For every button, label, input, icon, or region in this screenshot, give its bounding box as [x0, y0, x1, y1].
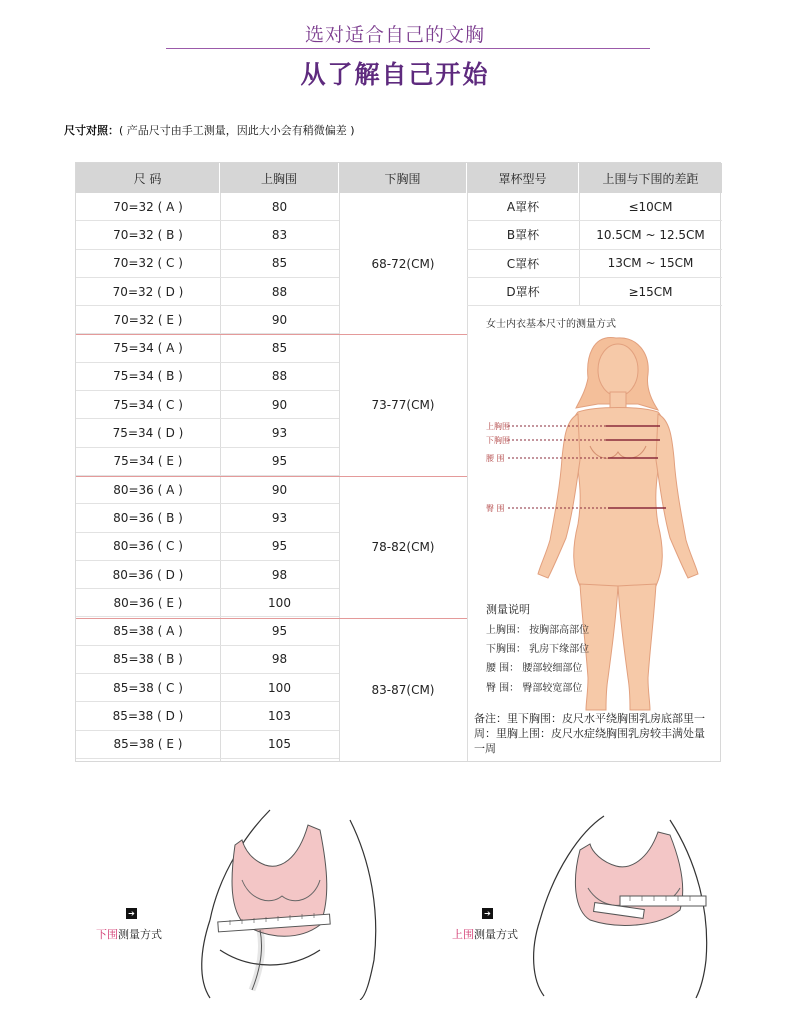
header-under-bust: 下胸围: [339, 163, 467, 193]
upper-bust-cell: 80: [220, 193, 339, 221]
size-cell: 75=34 ( C ): [76, 391, 220, 419]
page-subtitle: 选对适合自己的文胸: [304, 24, 485, 46]
upper-bust-cell: 105: [220, 731, 339, 759]
upper-bust-cell: 88: [220, 363, 339, 391]
header-size: 尺 码: [76, 163, 220, 193]
header-upper-bust: 上胸围: [220, 163, 339, 193]
header-difference: 上围与下围的差距: [579, 163, 722, 193]
under-bust-illustration: [190, 800, 390, 1000]
caption-text: 测量方式: [118, 928, 162, 941]
size-cell: 85=38 ( B ): [76, 646, 220, 674]
cup-diff-cell: 13CM ~ 15CM: [579, 250, 722, 278]
upper-bust-illustration: [520, 810, 720, 1000]
title-divider: [166, 48, 650, 49]
size-cell: 70=32 ( B ): [76, 221, 220, 249]
upper-bust-cell: 93: [220, 504, 339, 532]
upper-bust-cell: 98: [220, 561, 339, 589]
cup-diff-cell: 10.5CM ~ 12.5CM: [579, 221, 722, 249]
upper-bust-cell: 103: [220, 702, 339, 730]
upper-bust-cell: 83: [220, 221, 339, 249]
cup-type-cell: C罩杯: [467, 250, 579, 278]
size-cell: 80=36 ( D ): [76, 561, 220, 589]
under-bust-caption: [96, 926, 162, 942]
upper-bust-cell: 88: [220, 278, 339, 306]
header-cup-type: 罩杯型号: [467, 163, 579, 193]
legend-row: 下胸围： 乳房下缘部位: [486, 644, 590, 655]
size-cell: 75=34 ( E ): [76, 448, 220, 476]
size-cell: 75=34 ( B ): [76, 363, 220, 391]
legend-row: 腰 围： 腰部较细部位: [486, 663, 583, 674]
figure-label-hip: 臀 围: [486, 504, 505, 513]
size-note-text: ( 产品尺寸由手工测量，因此大小会有稍微偏差 ): [119, 124, 355, 137]
upper-bust-cell: 98: [220, 646, 339, 674]
figure-title: 女士内衣基本尺寸的测量方式: [486, 319, 616, 330]
size-cell: 85=38 ( E ): [76, 731, 220, 759]
upper-bust-cell: 90: [220, 476, 339, 504]
legend-row: 臀 围： 臀部较宽部位: [486, 683, 583, 694]
upper-bust-cell: 93: [220, 419, 339, 447]
body-figure: [468, 328, 722, 713]
size-note: [64, 122, 355, 138]
cup-type-cell: A罩杯: [467, 193, 579, 221]
arrow-icon: ➔: [482, 908, 493, 919]
figure-label-under-bust: 下胸围: [486, 436, 510, 445]
upper-bust-cell: 90: [220, 391, 339, 419]
size-cell: 85=38 ( A ): [76, 618, 220, 646]
upper-bust-cell: 90: [220, 306, 339, 334]
size-cell: 85=38 ( D ): [76, 702, 220, 730]
page-title: 从了解自己开始: [300, 60, 490, 89]
upper-bust-cell: 85: [220, 250, 339, 278]
size-cell: 85=38 ( C ): [76, 674, 220, 702]
cup-diff-cell: ≤10CM: [579, 193, 722, 221]
figure-label-upper-bust: 上胸围: [486, 422, 510, 431]
caption-highlight: 下围: [96, 928, 118, 941]
under-bust-group: 83-87(CM): [371, 682, 435, 697]
caption-highlight: 上围: [452, 928, 474, 941]
size-cell: 80=36 ( E ): [76, 589, 220, 617]
upper-bust-cell: 95: [220, 618, 339, 646]
under-bust-group: 68-72(CM): [371, 256, 435, 271]
upper-bust-cell: 95: [220, 448, 339, 476]
upper-bust-cell: 95: [220, 533, 339, 561]
arrow-icon: ➔: [126, 908, 137, 919]
size-cell: 80=36 ( A ): [76, 476, 220, 504]
cup-type-cell: D罩杯: [467, 278, 579, 306]
size-cell: 80=36 ( B ): [76, 504, 220, 532]
cup-diff-cell: ≥15CM: [579, 278, 722, 306]
size-cell: 70=32 ( C ): [76, 250, 220, 278]
upper-bust-caption: [452, 926, 518, 942]
size-cell: 75=34 ( A ): [76, 335, 220, 363]
upper-bust-cell: 100: [220, 589, 339, 617]
size-cell: 70=32 ( E ): [76, 306, 220, 334]
under-bust-group: 78-82(CM): [371, 540, 435, 554]
size-cell: 70=32 ( D ): [76, 278, 220, 306]
size-cell: 75=34 ( D ): [76, 419, 220, 447]
upper-bust-cell: 85: [220, 335, 339, 363]
cup-type-cell: B罩杯: [467, 221, 579, 249]
legend-row: 上胸围： 按胸部高部位: [486, 625, 590, 636]
size-table: [75, 162, 721, 762]
legend-title: 测量说明: [486, 603, 530, 616]
upper-bust-cell: 100: [220, 674, 339, 702]
size-cell: 70=32 ( A ): [76, 193, 220, 221]
measurement-remark: 备注：里下胸围：皮尺水平绕胸围乳房底部里一周：里胸上围：皮尺水症绕胸围乳房较丰满处量一周: [474, 712, 705, 755]
size-note-label: 尺寸对照：: [64, 124, 119, 137]
caption-text: 测量方式: [474, 928, 518, 941]
size-cell: 80=36 ( C ): [76, 533, 220, 561]
under-bust-group: 73-77(CM): [371, 398, 435, 412]
figure-label-waist: 腰 围: [486, 454, 505, 463]
